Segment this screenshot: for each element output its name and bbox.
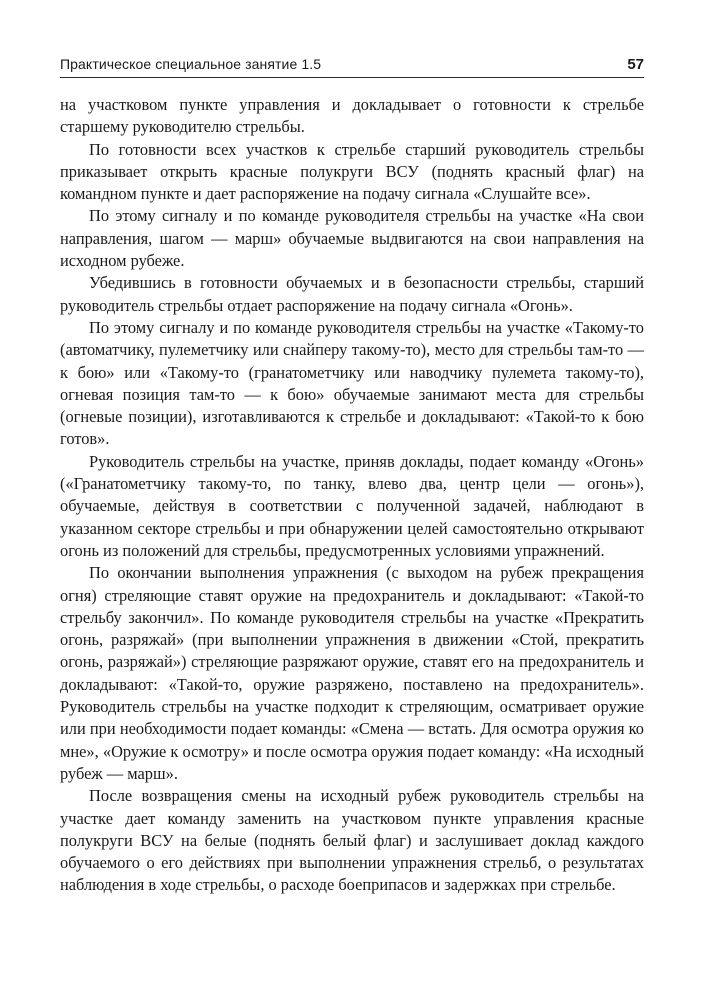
paragraph-fire-signal: Убедившись в готовности обучаемых и в безопасности стрельбы, старший руководитель стрельбы отдает распоряжение на подачу сигнала «Огонь». <box>60 273 644 315</box>
paragraph-cease-fire: По окончании выполнения упражнения (с выходом на рубеж прекращения огня) стреляющие ставят оружие на предохранитель и докладывают: «Такой-то стрельбу закончил». По команде руководителя стрельбы на участке «Прекратить огонь, разряжай» (при выполнении упражнения в движении «Стой, прекратить огонь, разряжай») стреляющие разряжают оружие, ставят его на предохранитель и докладывают: «Такой-то, оружие разряжено, поставлено на предохранитель». Руководитель стрельбы на участке подходит к стреляющим, осматривает оружие или при необходимости подает команды: «Смена — встать. Для осмотра оружия ко мне», «Оружие к осмотру» и после осмотра оружия подает команду: «На исходный рубеж — марш». <box>60 563 644 783</box>
paragraph-readiness-report: По готовности всех участков к стрельбе старший руководитель стрельбы приказывает открыть красные полукруги ВСУ (поднять красный флаг) на командном пункте и дает распоряжение на подачу сигнала «Слушайте все». <box>60 139 644 204</box>
body-text <box>60 94 644 897</box>
book-page <box>60 52 644 897</box>
paragraph-debrief: После возвращения смены на исходный рубеж руководитель стрельбы на участке дает команду заменить на участковом пункте управления красные полукруги ВСУ на белые (поднять белый флаг) и заслушивает доклад каждого обучаемого о его действиях при выполнении упражнения стрельб, о результатах наблюдения в ходе стрельбы, о расходе боеприпасов и задержках при стрельбе. <box>60 786 644 895</box>
running-title: Практическое специальное занятие 1.5 <box>60 56 322 72</box>
paragraph-continuation: на участковом пункте управления и докладывает о готовности к стрельбе старшему руководителю стрельбы. <box>60 95 644 137</box>
page-number: 57 <box>627 56 644 73</box>
running-header <box>60 52 644 78</box>
paragraph-move-to-lanes: По этому сигналу и по команде руководителя стрельбы на участке «На свои направления, шагом — марш» обучаемые выдвигаются на свои направления на исходном рубеже. <box>60 206 644 271</box>
paragraph-open-fire: Руководитель стрельбы на участке, приняв доклады, подает команду «Огонь» («Гранатометчику такому-то, по танку, влево два, центр цели — огонь»), обучаемые, действуя в соответствии с полученной задачей, наблюдают в указанном секторе стрельбы и при обнаружении целей самостоятельно открывают огонь из положений для стрельбы, предусмотренных условиями упражнений. <box>60 451 644 560</box>
paragraph-take-positions: По этому сигналу и по команде руководителя стрельбы на участке «Такому-то (автоматчику, пулеметчику или снайперу такому-то), место для стрельбы там-то — к бою» или «Такому-то (гранатометчику или наводчику пулемета такому-то), огневая позиция там-то — к бою» обучаемые занимают места для стрельбы (огневые позиции), изготавливаются к стрельбе и докладывают: «Такой-то к бою готов». <box>60 317 644 449</box>
